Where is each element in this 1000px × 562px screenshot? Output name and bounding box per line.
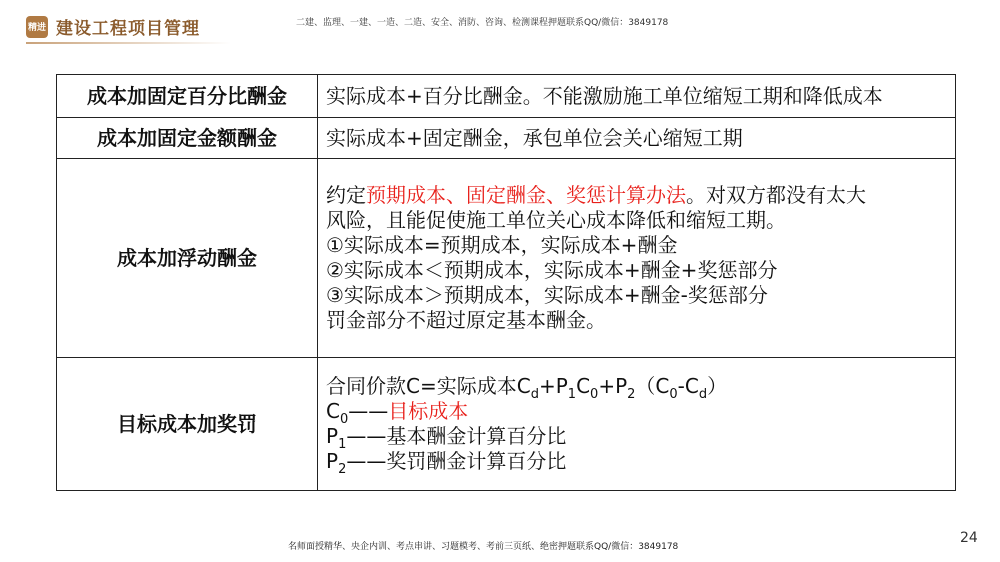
subscript: 0 — [669, 387, 678, 402]
row-value — [318, 358, 956, 491]
text: -C — [677, 374, 699, 398]
subscript: d — [698, 387, 708, 402]
logo-badge: 精进 — [26, 16, 48, 38]
text: 合同价款C=实际成本C — [326, 374, 531, 398]
row-key: 成本加固定百分比酬金 — [57, 75, 318, 118]
text-line — [326, 183, 947, 208]
text: 约定 — [326, 183, 366, 207]
row-key: 成本加浮动酬金 — [57, 159, 318, 358]
top-notice: 二建、监理、一建、一造、二造、安全、消防、咨询、检测课程押题联系QQ/微信：3849178 — [296, 18, 669, 28]
text: C — [576, 374, 591, 398]
formula-line — [326, 374, 947, 402]
row-value: 实际成本+百分比酬金。不能激励施工单位缩短工期和降低成本 — [318, 75, 956, 118]
row-key: 成本加固定金额酬金 — [57, 118, 318, 159]
row-value — [318, 159, 956, 358]
contract-comparison-table — [56, 74, 956, 491]
subscript: 1 — [338, 437, 347, 452]
red-highlight: 目标成本 — [388, 399, 469, 423]
text: 。对双方都没有太大 — [686, 183, 866, 207]
text: +P — [598, 374, 628, 398]
page-number: 24 — [960, 530, 978, 546]
table-row — [57, 118, 956, 159]
text: P — [326, 424, 339, 448]
text-line: ①实际成本=预期成本，实际成本+酬金 — [326, 233, 678, 257]
text: ——基本酬金计算百分比 — [346, 424, 567, 448]
red-highlight: 预期成本、固定酬金、奖惩计算办法 — [366, 183, 686, 207]
subscript: 0 — [339, 412, 349, 427]
c0-definition — [326, 399, 947, 427]
text-line: ③实际成本＞预期成本，实际成本+酬金-奖惩部分 — [326, 283, 768, 307]
text-line: 罚金部分不超过原定基本酬金。 — [326, 308, 606, 332]
text: （C — [635, 374, 670, 398]
table-row — [57, 159, 956, 358]
text: ） — [707, 374, 728, 398]
text: +P — [538, 374, 568, 398]
table-row — [57, 358, 956, 491]
text: —— — [348, 399, 389, 423]
text-line: 风险，且能促使施工单位关心成本降低和缩短工期。 — [326, 208, 786, 232]
text: ——奖罚酬金计算百分比 — [346, 449, 567, 473]
course-title: 建设工程项目管理 — [56, 19, 200, 39]
header-divider — [26, 42, 231, 44]
bottom-notice: 名师面授精华、央企内训、考点串讲、习题模考、考前三页纸、绝密押题联系QQ/微信：3849178 — [288, 542, 679, 552]
p2-definition — [326, 449, 947, 477]
row-value: 实际成本+固定酬金，承包单位会关心缩短工期 — [318, 118, 956, 159]
header-logo — [26, 14, 200, 39]
text: C — [326, 399, 340, 423]
subscript: 2 — [338, 462, 347, 477]
p1-definition — [326, 424, 947, 452]
row-key: 目标成本加奖罚 — [57, 358, 318, 491]
subscript: 0 — [590, 387, 599, 402]
subscript: 1 — [567, 387, 577, 402]
subscript: d — [530, 387, 539, 402]
text-line: ②实际成本＜预期成本，实际成本+酬金+奖惩部分 — [326, 258, 778, 282]
table-row — [57, 75, 956, 118]
text: P — [326, 449, 339, 473]
subscript: 2 — [627, 387, 636, 402]
